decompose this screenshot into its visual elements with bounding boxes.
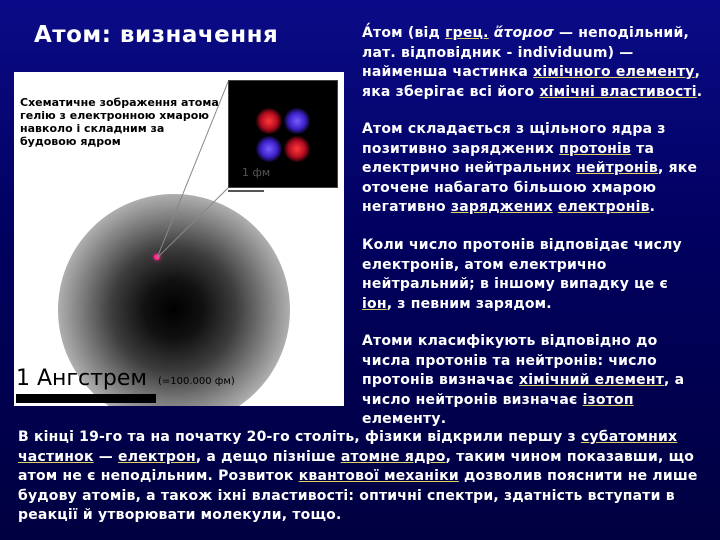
text-run: елементу. [362,411,447,427]
link-chemical-element[interactable]: хімічного елементу [533,64,695,80]
text-run: , а дещо пізніше [195,448,341,465]
text-run: дозволив пояснити не лише будову атомів, а також іхні властивості: оптичні спектри, здатність вступати в реакції й утворювати молекули, тощо. [18,468,698,523]
link-neutrons[interactable]: нейтронів [576,160,658,176]
inset-scale-bar [228,190,264,192]
figure-caption: Схематичне зображення атома гелію з електронною хмарою навколо і складним за будовою ядром [20,96,219,148]
text-run: , яка зберігає всі його [362,64,701,100]
scale-sub-label: (=100.000 фм) [158,376,235,387]
slide-title: Атом: визначення [34,22,279,48]
link-electron[interactable]: електрон [118,448,196,465]
structure-paragraph [362,120,702,218]
neutron-blob [284,108,310,134]
link-subatomic-particles[interactable]: субатомних частинок [18,429,678,465]
text-run: , таким чином показавши, що атом не є неподільним. Розвиток [18,448,695,484]
classification-paragraph [362,332,692,430]
text-run: та електрично нейтральних [362,140,655,176]
link-electrons[interactable]: електронів [557,199,650,215]
text-run: , з певним зарядом. [386,295,552,312]
greek-word: ἄτομοσ [493,25,554,41]
text-run: . [696,83,703,100]
link-chemical-properties[interactable]: хімічні властивості [539,83,697,100]
link-greek[interactable]: грец. [445,25,489,41]
text-run: . [649,199,656,215]
inset-scale-label: 1 фм [242,166,271,179]
text-run: Атом складається з щільного ядра з позитивно заряджених [362,121,666,157]
link-quantum-mechanics[interactable]: квантової механіки [298,468,459,484]
text-run: — неподільний, лат. відповідник - individuum) — найменша частинка [362,25,689,80]
proton-blob [256,108,282,134]
text-run: , а число нейтронів визначає [362,372,685,408]
ion-paragraph [362,236,702,314]
scale-bar [16,394,156,403]
link-atomic-nucleus[interactable]: атомне ядро [340,448,446,465]
neutron-blob [256,136,282,162]
definition-paragraph [362,24,712,102]
helium-atom-figure [14,72,344,406]
text-run: А́том (від [362,25,446,41]
link-charged[interactable]: заряджених [450,199,553,215]
link-protons[interactable]: протонів [559,140,632,157]
proton-blob [284,136,310,162]
text-run: В кінці 19-го та на початку 20-го століть, фізики відкрили першу з [18,429,581,445]
text-run: Коли число протонів відповідає числу електронів, атом електрично нейтральний; в іншому випадку це є [362,237,682,292]
history-paragraph [18,428,704,526]
text-run: — [93,448,119,465]
text-run: , яке оточене набагато більшою хмарою негативно [362,160,698,215]
text-run: Атоми класифікують відповідно до числа протонів та нейтронів: число протонів визначає [362,333,658,388]
link-isotope[interactable]: ізотоп [582,391,634,408]
link-chemical-element-2[interactable]: хімічний елемент [519,372,665,388]
scale-label: 1 Ангстрем [16,366,147,391]
link-ion[interactable]: іон [362,295,387,312]
